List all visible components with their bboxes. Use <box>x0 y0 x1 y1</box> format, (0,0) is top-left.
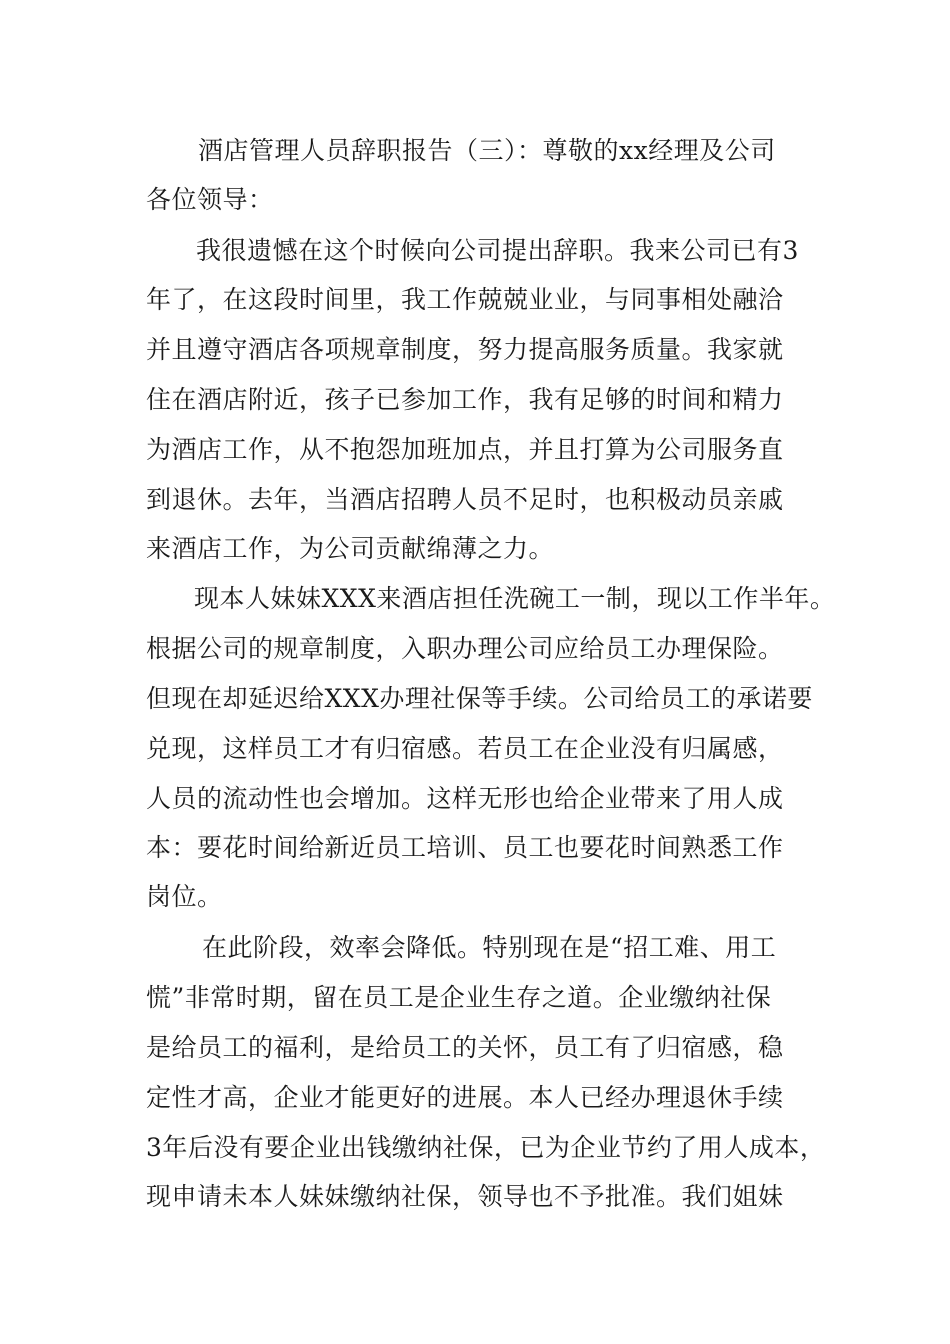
text-line: 3年后没有要企业出钱缴纳社保，已为企业节约了用人成本， <box>146 1133 826 1162</box>
text-line: 定性才高，企业才能更好的进展。本人已经办理退休手续 <box>146 1083 784 1112</box>
text-line: 住在酒店附近，孩子已参加工作，我有足够的时间和精力 <box>146 385 784 414</box>
text-line: 兑现，这样员工才有归宿感。若员工在企业没有归属感， <box>146 734 784 763</box>
text-line: 到退休。去年，当酒店招聘人员不足时，也积极动员亲戚 <box>146 485 784 514</box>
text-line: 各位领导： <box>146 185 274 214</box>
text-line: 并且遵守酒店各项规章制度，努力提高服务质量。我家就 <box>146 335 784 364</box>
text-line: 酒店管理人员辞职报告（三）：尊敬的xx经理及公司 <box>198 136 776 165</box>
text-line: 现本人妹妹XXX来酒店担任洗碗工一制，现以工作半年。 <box>194 584 836 613</box>
text-line: 在此阶段，效率会降低。特别现在是“招工难、用工 <box>202 933 777 962</box>
text-line: 为酒店工作，从不抱怨加班加点，并且打算为公司服务直 <box>146 435 784 464</box>
text-line: 现申请未本人妹妹缴纳社保，领导也不予批准。我们姐妹 <box>146 1182 784 1211</box>
text-line: 来酒店工作，为公司贡献绵薄之力。 <box>146 534 555 563</box>
text-line: 岗位。 <box>146 882 223 911</box>
text-line: 根据公司的规章制度，入职办理公司应给员工办理保险。 <box>146 634 784 663</box>
text-line: 我很遗憾在这个时候向公司提出辞职。我来公司已有3 <box>196 236 799 265</box>
text-line: 年了，在这段时间里，我工作兢兢业业，与同事相处融洽 <box>146 285 784 314</box>
text-line: 是给员工的福利，是给员工的关怀，员工有了归宿感，稳 <box>146 1033 784 1062</box>
text-line: 慌”非常时期，留在员工是企业生存之道。企业缴纳社保 <box>146 983 772 1012</box>
text-line: 人员的流动性也会增加。这样无形也给企业带来了用人成 <box>146 784 784 813</box>
text-line: 本：要花时间给新近员工培训、员工也要花时间熟悉工作 <box>146 833 784 862</box>
text-line: 但现在却延迟给XXX办理社保等手续。公司给员工的承诺要 <box>146 684 813 713</box>
